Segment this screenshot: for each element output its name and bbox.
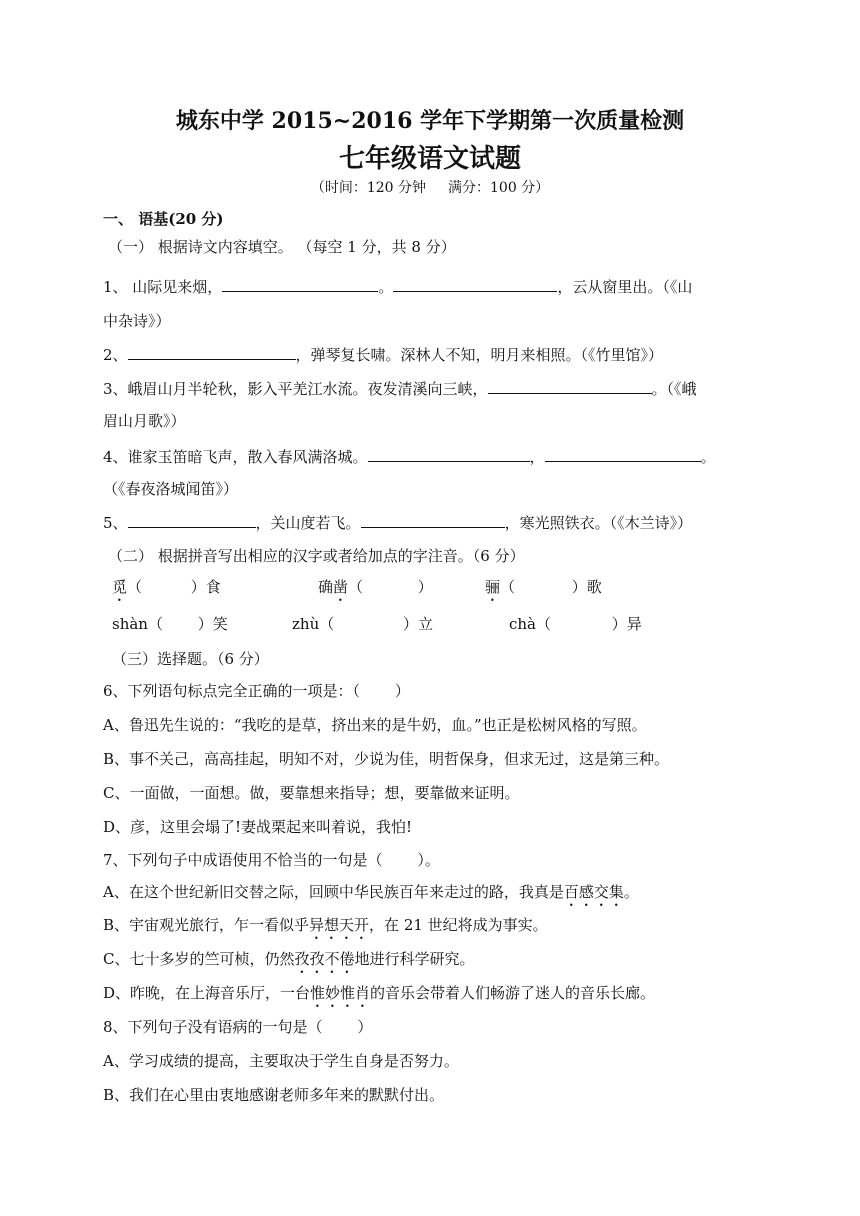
pinyin-rest: （ ） xyxy=(348,578,433,596)
q7-option-c xyxy=(103,948,475,977)
q7b-text: B、宇宙观光旅行，乍一看似乎 xyxy=(103,916,310,934)
question-2 xyxy=(103,344,663,366)
q2-text-b: ，弹琴复长啸。深林人不知，明月来相照。（《竹里馆》） xyxy=(295,346,664,364)
dotted-char: 凿 xyxy=(333,578,349,596)
exam-meta xyxy=(0,177,860,197)
q7-option-b xyxy=(103,914,548,943)
part2-heading: （二） 根据拼音写出相应的汉字或者给加点的字注音。（6 分） xyxy=(108,547,525,565)
q7d-text: D、昨晚，在上海音乐厅，一台 xyxy=(103,984,311,1002)
q5-text-a: 5、 xyxy=(103,514,128,532)
q7-option-d xyxy=(103,982,655,1011)
question-8: 8、下列句子没有语病的一句是（ ） xyxy=(103,1018,373,1036)
pinyin-item-2 xyxy=(318,576,433,605)
q2-blank-1[interactable] xyxy=(128,344,296,360)
question-1-cont: 中杂诗》） xyxy=(103,312,171,330)
q7c-text: C、七十多岁的竺可桢，仍然 xyxy=(103,950,295,968)
score-info: 满分：100 分） xyxy=(448,180,550,196)
q6-option-c: C、一面做，一面想。做，要靠想来指导；想，要靠做来证明。 xyxy=(103,784,520,802)
dotted-char: 觅 xyxy=(112,578,128,596)
pinyin-item-1 xyxy=(112,576,221,605)
q4-text-c: 。 xyxy=(700,448,716,466)
section-heading: 一、 语基(20 分) xyxy=(103,210,224,228)
q4-blank-2[interactable] xyxy=(545,446,701,462)
q4-text-a: 4、谁家玉笛暗飞声，散入春风满洛城。 xyxy=(103,448,368,466)
q5-text-c: ，寒光照铁衣。（《木兰诗》） xyxy=(504,514,693,532)
q7b-end: ，在 21 世纪将成为事实。 xyxy=(369,916,548,934)
q1-text-b: 。 xyxy=(378,278,394,296)
q3-text-a: 3、峨眉山月半轮秋，影入平羌江水流。夜发清溪向三峡， xyxy=(103,380,488,398)
exam-subtitle: 七年级语文试题 xyxy=(338,144,521,174)
question-6: 6、下列语句标点完全正确的一项是：（ ） xyxy=(103,682,410,700)
question-4-cont: （《春夜洛城闻笛》） xyxy=(103,480,239,498)
q2-text-a: 2、 xyxy=(103,346,128,364)
q4-text-b: ， xyxy=(529,448,545,466)
question-5 xyxy=(103,512,692,534)
q8-option-a: A、学习成绩的提高，主要取决于学生自身是否努力。 xyxy=(103,1052,459,1070)
q1-text-a: 1、 山际见来烟， xyxy=(103,278,223,296)
pinyin-item-5: zhù（ ）立 xyxy=(292,615,433,633)
q4-blank-1[interactable] xyxy=(368,446,530,462)
question-7: 7、下列句子中成语使用不恰当的一句是（ ）。 xyxy=(103,851,440,869)
q6-option-d: D、彦，这里会塌了!妻战栗起来叫着说，我怕! xyxy=(103,818,413,836)
pinyin-item-4: shàn（ ）笑 xyxy=(112,615,228,633)
pinyin-item-6: chà（ ）异 xyxy=(509,615,642,633)
q5-blank-2[interactable] xyxy=(361,512,505,528)
part1-heading: （一） 根据诗文内容填空。 （每空 1 分，共 8 分） xyxy=(108,238,456,256)
q1-blank-1[interactable] xyxy=(222,276,378,292)
plain-char: 确 xyxy=(318,578,334,596)
question-3 xyxy=(103,378,697,400)
q6-option-a: A、鲁迅先生说的：“我吃的是草，挤出来的是牛奶，血。”也正是松树风格的写照。 xyxy=(103,716,647,734)
q7a-end: 。 xyxy=(623,883,639,901)
q7c-idiom: 孜孜不倦 xyxy=(294,950,355,968)
q1-text-c: ，云从窗里出。（《山 xyxy=(557,278,693,296)
exam-title: 城东中学 2015~2016 学年下学期第一次质量检测 xyxy=(175,108,685,134)
q3-blank-1[interactable] xyxy=(488,378,652,394)
q5-blank-1[interactable] xyxy=(128,512,256,528)
q7c-end: 地进行科学研究。 xyxy=(354,950,475,968)
time-info: （时间：120 分钟 xyxy=(310,180,426,196)
question-4 xyxy=(103,446,716,468)
q7a-text: A、在这个世纪新旧交替之际，回顾中华民族百年来走过的路，我真是 xyxy=(103,883,564,901)
question-3-cont: 眉山月歌》） xyxy=(103,412,186,430)
pinyin-rest: （ ）歌 xyxy=(500,578,602,596)
q6-option-b: B、事不关己，高高挂起，明知不对，少说为佳，明哲保身，但求无过，这是第三种。 xyxy=(103,750,670,768)
q7a-idiom: 百感交集 xyxy=(563,883,624,901)
q8-option-b: B、我们在心里由衷地感谢老师多年来的默默付出。 xyxy=(103,1086,445,1104)
pinyin-rest: （ ）食 xyxy=(127,578,221,596)
q7d-end: 的音乐会带着人们畅游了迷人的音乐长廊。 xyxy=(370,984,656,1002)
q7d-idiom: 惟妙惟肖 xyxy=(310,984,371,1002)
q5-text-b: ，关山度若飞。 xyxy=(255,514,361,532)
dotted-char: 骊 xyxy=(485,578,501,596)
q1-blank-2[interactable] xyxy=(393,276,557,292)
question-1 xyxy=(103,276,692,298)
q7-option-a xyxy=(103,881,639,910)
part3-heading: （三）选择题。（6 分） xyxy=(112,650,269,668)
pinyin-item-3 xyxy=(485,576,602,605)
q3-text-b: 。（《峨 xyxy=(651,380,697,398)
q7b-idiom: 异想天开 xyxy=(309,916,370,934)
